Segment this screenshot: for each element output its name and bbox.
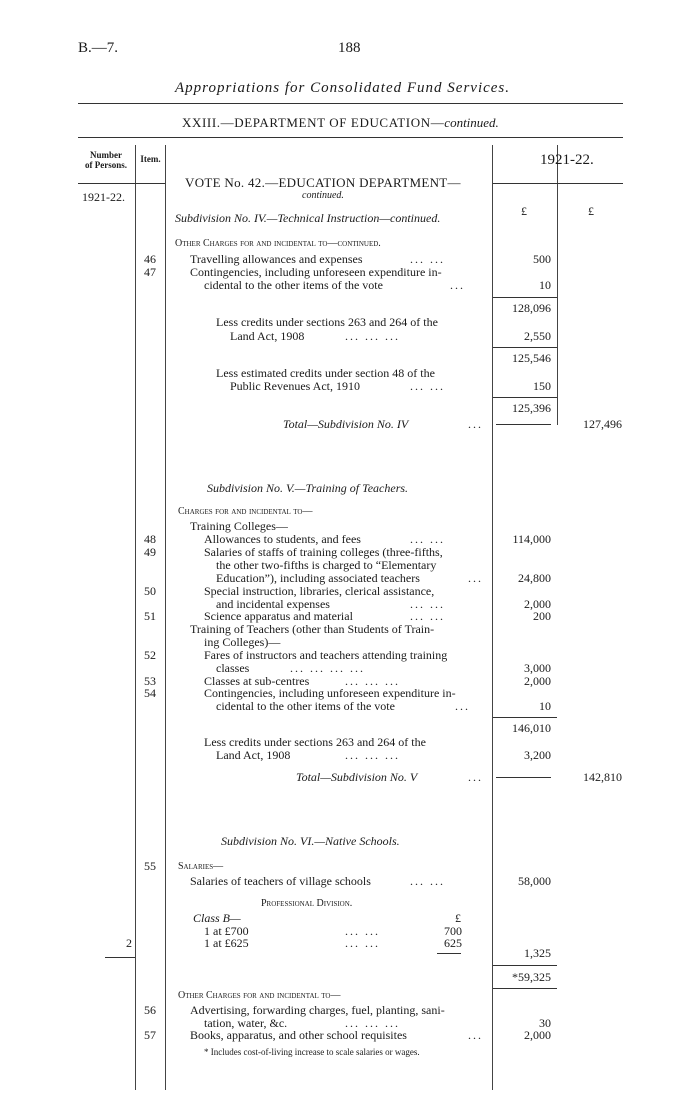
sub4-less1-dots: ... ... ... bbox=[345, 329, 400, 343]
sub5-row-50-line2: and incidental expenses bbox=[216, 597, 330, 611]
persons-year: 1921-22. bbox=[82, 190, 125, 204]
sub5-total-label: Total—Subdivision No. V bbox=[296, 770, 418, 784]
persons-header bbox=[78, 150, 134, 170]
table-top-rule bbox=[78, 137, 623, 138]
sub4-less1-line1: Less credits under sections 263 and 264 of the bbox=[216, 315, 438, 329]
sub5-less-line1: Less credits under sections 263 and 264 of the bbox=[204, 735, 426, 749]
sub6-row-55-text: Salaries of teachers of village schools bbox=[190, 874, 371, 888]
sub6-row-56-line1: Advertising, forwarding charges, fuel, planting, sani- bbox=[190, 1003, 445, 1017]
sub5-row-49-line3: Education”), including associated teachers bbox=[216, 571, 420, 585]
sub5-row-54-line1: Contingencies, including unforeseen expenditure in- bbox=[204, 686, 456, 700]
item-55: 55 bbox=[144, 859, 156, 873]
sub4-row-47-dots: ... bbox=[450, 278, 465, 292]
sub5-subtotal: 146,010 bbox=[512, 721, 551, 735]
col-divider-amount bbox=[557, 145, 558, 425]
sub5-charges-heading: Charges for and incidental to— bbox=[178, 506, 313, 517]
pound-sign-1: £ bbox=[521, 204, 527, 218]
item-50: 50 bbox=[144, 584, 156, 598]
sub4-row-46-text: Travelling allowances and expenses bbox=[190, 252, 363, 266]
sub6-class-row-2-text: 1 at £625 bbox=[204, 936, 249, 950]
sub5-less-line2: Land Act, 1908 bbox=[216, 748, 291, 762]
sub4-charges-heading: Other Charges for and incidental to—continued. bbox=[175, 238, 381, 249]
sub6-row-56-line2: tation, water, &c. bbox=[204, 1016, 288, 1030]
sub4-total-rule bbox=[496, 424, 551, 425]
sub4-net: 125,396 bbox=[512, 401, 551, 415]
pound-sign-2: £ bbox=[588, 204, 594, 218]
sub4-less2-amount: 150 bbox=[533, 379, 551, 393]
sub4-row-47-text: Contingencies, including unforeseen expenditure in- bbox=[190, 265, 442, 279]
sub5-row-52-amount: 3,000 bbox=[524, 661, 551, 675]
sub5-row-49-line2: the other two-fifths is charged to “Elementary bbox=[216, 558, 437, 572]
item-57: 57 bbox=[144, 1028, 156, 1042]
sub5-row-51-dots: ... ... bbox=[410, 609, 445, 623]
sub6-row-56-amount: 30 bbox=[539, 1016, 551, 1030]
col-divider-item bbox=[165, 145, 166, 1090]
sub6-row-57-dots: ... bbox=[468, 1028, 483, 1042]
department-heading bbox=[182, 115, 499, 131]
sub6-row-57-amount: 2,000 bbox=[524, 1028, 551, 1042]
sub5-total-dots: ... bbox=[468, 770, 483, 784]
sub5-heading: Subdivision No. V.—Training of Teachers. bbox=[207, 481, 409, 495]
page-title: Appropriations for Consolidated Fund Services. bbox=[175, 80, 511, 96]
item-header: Item. bbox=[140, 154, 161, 164]
sub6-class-row-1-dots: ... ... bbox=[345, 924, 380, 938]
sub6-heading: Subdivision No. VI.—Native Schools. bbox=[221, 834, 400, 848]
year-header: 1921-22. bbox=[540, 152, 594, 168]
sub4-rule-1 bbox=[493, 297, 557, 298]
sub4-total: 127,496 bbox=[583, 417, 622, 431]
year-header-rule bbox=[493, 183, 623, 184]
persons-header-rule bbox=[78, 183, 165, 184]
sub4-less1-line2: Land Act, 1908 bbox=[230, 329, 305, 343]
sub4-heading: Subdivision No. IV.—Technical Instruction—continued. bbox=[175, 211, 441, 225]
sub4-rule-3 bbox=[493, 397, 557, 398]
sub4-row-46-amount: 500 bbox=[533, 252, 551, 266]
sub6-persons-count: 2 bbox=[126, 936, 132, 950]
sub6-class-row-2-dots: ... ... bbox=[345, 936, 380, 950]
sub5-row-52-line2: classes bbox=[216, 661, 250, 675]
sub6-class-row-2-amount: 625 bbox=[444, 936, 462, 950]
sub6-persons-rule bbox=[105, 957, 135, 958]
sub5-row-54-amount: 10 bbox=[539, 699, 551, 713]
sub6-rule-1 bbox=[493, 965, 557, 966]
sub5-row-48-text: Allowances to students, and fees bbox=[204, 532, 361, 546]
sub5-row-53-text: Classes at sub-centres bbox=[204, 674, 310, 688]
sub5-row-53-dots: ... ... ... bbox=[345, 674, 400, 688]
sub5-rule-1 bbox=[493, 717, 557, 718]
sub5-row-52-dots: ... ... ... ... bbox=[290, 661, 365, 675]
sub5-row-49-dots: ... bbox=[468, 571, 483, 585]
sub5-row-51-amount: 200 bbox=[533, 609, 551, 623]
sub6-class-rule bbox=[437, 953, 461, 954]
sub5-row-48-dots: ... ... bbox=[410, 532, 445, 546]
sub6-class-row-1-amount: 700 bbox=[444, 924, 462, 938]
sub4-row-47-text2: cidental to the other items of the vote bbox=[204, 278, 383, 292]
sub4-less2-dots: ... ... bbox=[410, 379, 445, 393]
sub5-row-50-amount: 2,000 bbox=[524, 597, 551, 611]
vote-continued: continued. bbox=[302, 190, 344, 201]
item-46: 46 bbox=[144, 252, 156, 266]
sub5-row-49-line1: Salaries of staffs of training colleges (three-fifths, bbox=[204, 545, 443, 559]
sub6-row-57-text: Books, apparatus, and other school requisites bbox=[190, 1028, 407, 1042]
sub4-subtotal-1: 128,096 bbox=[512, 301, 551, 315]
sub5-row-48-amount: 114,000 bbox=[512, 532, 551, 546]
item-53: 53 bbox=[144, 674, 156, 688]
sub4-total-label: Total—Subdivision No. IV bbox=[283, 417, 409, 431]
sub5-training-line2: ing Colleges)— bbox=[204, 635, 281, 649]
page-number: 188 bbox=[338, 40, 361, 56]
sub6-professional-heading: Professional Division. bbox=[261, 898, 353, 909]
sub4-rule-2 bbox=[493, 347, 557, 348]
sub4-row-46-dots: ... ... bbox=[410, 252, 445, 266]
sub5-training-line1: Training of Teachers (other than Students of Train- bbox=[190, 622, 435, 636]
report-code: B.—7. bbox=[78, 40, 119, 56]
sub5-row-53-amount: 2,000 bbox=[524, 674, 551, 688]
sub6-charges-heading: Other Charges for and incidental to— bbox=[178, 990, 341, 1001]
item-51: 51 bbox=[144, 609, 156, 623]
sub4-less2-line2: Public Revenues Act, 1910 bbox=[230, 379, 360, 393]
sub6-class-total: 1,325 bbox=[524, 946, 551, 960]
sub6-pound-sign: £ bbox=[455, 911, 461, 925]
item-52: 52 bbox=[144, 648, 156, 662]
item-54: 54 bbox=[144, 686, 156, 700]
sub5-total: 142,810 bbox=[583, 770, 622, 784]
sub6-class-b: Class B— bbox=[193, 911, 241, 925]
sub6-row-55-dots: ... ... bbox=[410, 874, 445, 888]
sub5-total-rule bbox=[496, 777, 551, 778]
sub5-row-51-text: Science apparatus and material bbox=[204, 609, 353, 623]
sub4-less1-amount: 2,550 bbox=[524, 329, 551, 343]
sub6-rule-2 bbox=[493, 988, 557, 989]
sub5-colleges-heading: Training Colleges— bbox=[190, 519, 288, 533]
sub5-less-amount: 3,200 bbox=[524, 748, 551, 762]
sub4-total-dots: ... bbox=[468, 417, 483, 431]
sub6-salaries-heading: Salaries— bbox=[178, 861, 224, 872]
sub5-row-49-amount: 24,800 bbox=[518, 571, 551, 585]
sub5-row-50-line1: Special instruction, libraries, clerical assistance, bbox=[204, 584, 435, 598]
persons-header-line2: of Persons. bbox=[85, 160, 127, 170]
item-56: 56 bbox=[144, 1003, 156, 1017]
sub6-salaries-total: *59,325 bbox=[512, 970, 551, 984]
item-48: 48 bbox=[144, 532, 156, 546]
item-49: 49 bbox=[144, 545, 156, 559]
sub4-subtotal-2: 125,546 bbox=[512, 351, 551, 365]
sub6-row-55-amount: 58,000 bbox=[518, 874, 551, 888]
department-continued: continued. bbox=[444, 115, 499, 130]
sub6-class-row-1-text: 1 at £700 bbox=[204, 924, 249, 938]
sub5-row-54-line2: cidental to the other items of the vote bbox=[216, 699, 395, 713]
sub4-row-47-amount: 10 bbox=[539, 278, 551, 292]
sub5-row-54-dots: ... bbox=[455, 699, 470, 713]
sub5-less-dots: ... ... ... bbox=[345, 748, 400, 762]
item-47: 47 bbox=[144, 265, 156, 279]
sub6-row-56-dots: ... ... ... bbox=[345, 1016, 400, 1030]
department-name: XXIII.—DEPARTMENT OF EDUCATION— bbox=[182, 115, 445, 130]
footnote: * Includes cost-of-living increase to scale salaries or wages. bbox=[204, 1047, 420, 1057]
title-rule bbox=[78, 103, 623, 104]
vote-title: VOTE No. 42.—EDUCATION DEPARTMENT— bbox=[185, 175, 461, 190]
sub5-row-52-line1: Fares of instructors and teachers attending training bbox=[204, 648, 448, 662]
persons-header-line1: Number bbox=[90, 150, 122, 160]
sub5-row-50-dots: ... ... bbox=[410, 597, 445, 611]
sub4-less2-line1: Less estimated credits under section 48 of the bbox=[216, 366, 435, 380]
